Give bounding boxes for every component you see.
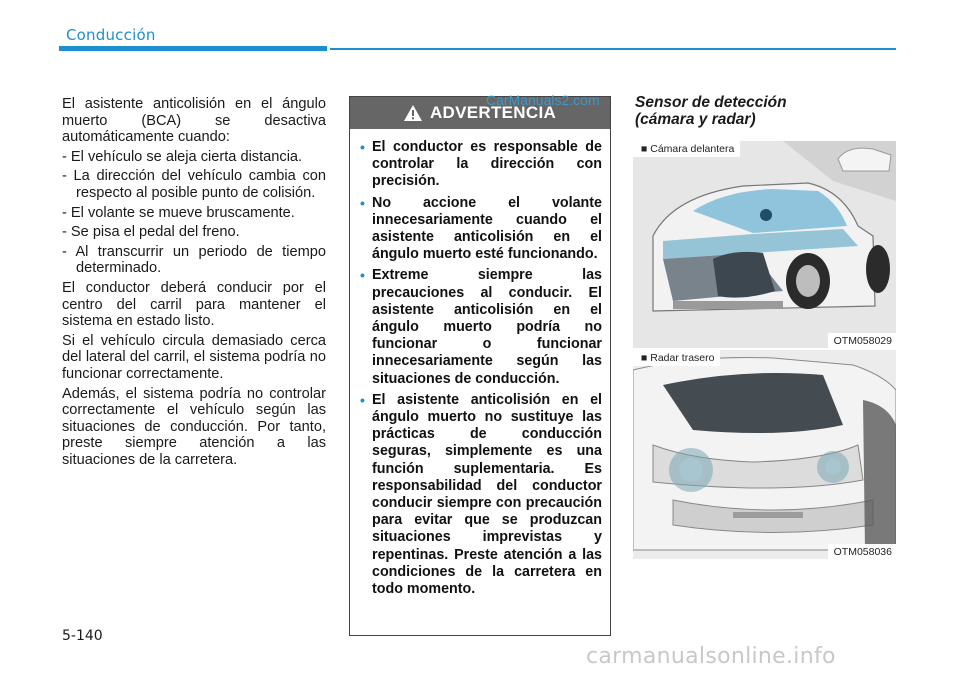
header-rule-thin <box>330 48 896 50</box>
warning-item <box>360 139 602 191</box>
rear-radar-illustration <box>633 350 896 559</box>
warning-item <box>360 267 602 387</box>
warning-item-text: El conductor es responsable de controlar la dirección con precisión. <box>372 139 602 190</box>
paragraph-lane-edge: Si el vehículo circula demasiado cerca del lateral del carril, el sistema podría no funcionar correctamente. <box>62 332 326 382</box>
list-item: - Al transcurrir un periodo de tiempo determinado. <box>62 243 326 277</box>
left-text-column <box>62 96 326 471</box>
sensor-title-line1: Sensor de detección <box>635 94 787 111</box>
rear-radar-figure <box>633 350 896 559</box>
front-camera-figure <box>633 141 896 348</box>
warning-title: ADVERTENCIA <box>429 103 557 122</box>
watermark-carmanuals2: CarManuals2.com <box>486 92 600 108</box>
bullet-icon: • <box>360 194 365 211</box>
list-item: - Se pisa el pedal del freno. <box>62 224 240 241</box>
bullet-icon: • <box>360 139 365 155</box>
sensor-title-line2: (cámara y radar) <box>635 111 756 128</box>
warning-triangle-icon <box>404 105 422 121</box>
warning-box <box>349 96 611 636</box>
list-item: - El vehículo se aleja cierta distancia. <box>62 148 303 165</box>
warning-item-text: Extreme siempre las precauciones al conducir. El asistente anticolisión en el ángulo muerto podría no funcionar o funcionar innecesariamente según las situaciones de conducción. <box>372 267 602 387</box>
figure-label-rear-radar: ■ Radar trasero <box>633 350 720 366</box>
page-number: 5-140 <box>62 628 103 644</box>
figure-code-rear: OTM058036 <box>828 544 896 559</box>
watermark-carmanualsonline: carmanualsonline.info <box>586 644 836 669</box>
section-header-title: Conducción <box>66 26 156 44</box>
warning-item <box>360 195 602 264</box>
warning-item-text: El asistente anticolisión en el ángulo muerto no sustituye las prácticas de conducción seguras, simplemente es una función suplementaria. Es responsabilidad del conductor conducir siempre con precaución para evitar que se produzcan situaciones imprevistas y repentinas. Preste atención a las condiciones de la carretera en todo momento. <box>372 391 602 598</box>
bullet-icon: • <box>360 267 365 284</box>
figure-code-front: OTM058029 <box>828 333 896 348</box>
bullet-icon: • <box>360 391 365 408</box>
paragraph-intro: El asistente anticolisión en el ángulo muerto (BCA) se desactiva automáticamente cuando: <box>62 96 326 146</box>
header-rule-thick <box>59 46 327 51</box>
list-item: - El volante se mueve bruscamente. <box>62 204 295 221</box>
figure-label-front-camera: ■ Cámara delantera <box>633 141 740 157</box>
warning-item-text: No accione el volante innecesariamente cuando el asistente anticolisión en el ángulo muerto esté funcionando. <box>372 194 602 263</box>
list-item: - La dirección del vehículo cambia con respecto al posible punto de colisión. <box>62 168 326 201</box>
paragraph-attention: Además, el sistema podría no controlar correctamente el vehículo según las situaciones de conducción. Por tanto, preste siempre atención a las situaciones de la carretera. <box>62 385 326 468</box>
warning-item <box>360 392 602 598</box>
warning-list <box>350 129 610 598</box>
front-camera-illustration <box>633 141 896 348</box>
sensor-section-title <box>635 94 895 128</box>
paragraph-lane-center: El conductor deberá conducir por el centro del carril para mantener el sistema en estado listo. <box>62 279 326 330</box>
